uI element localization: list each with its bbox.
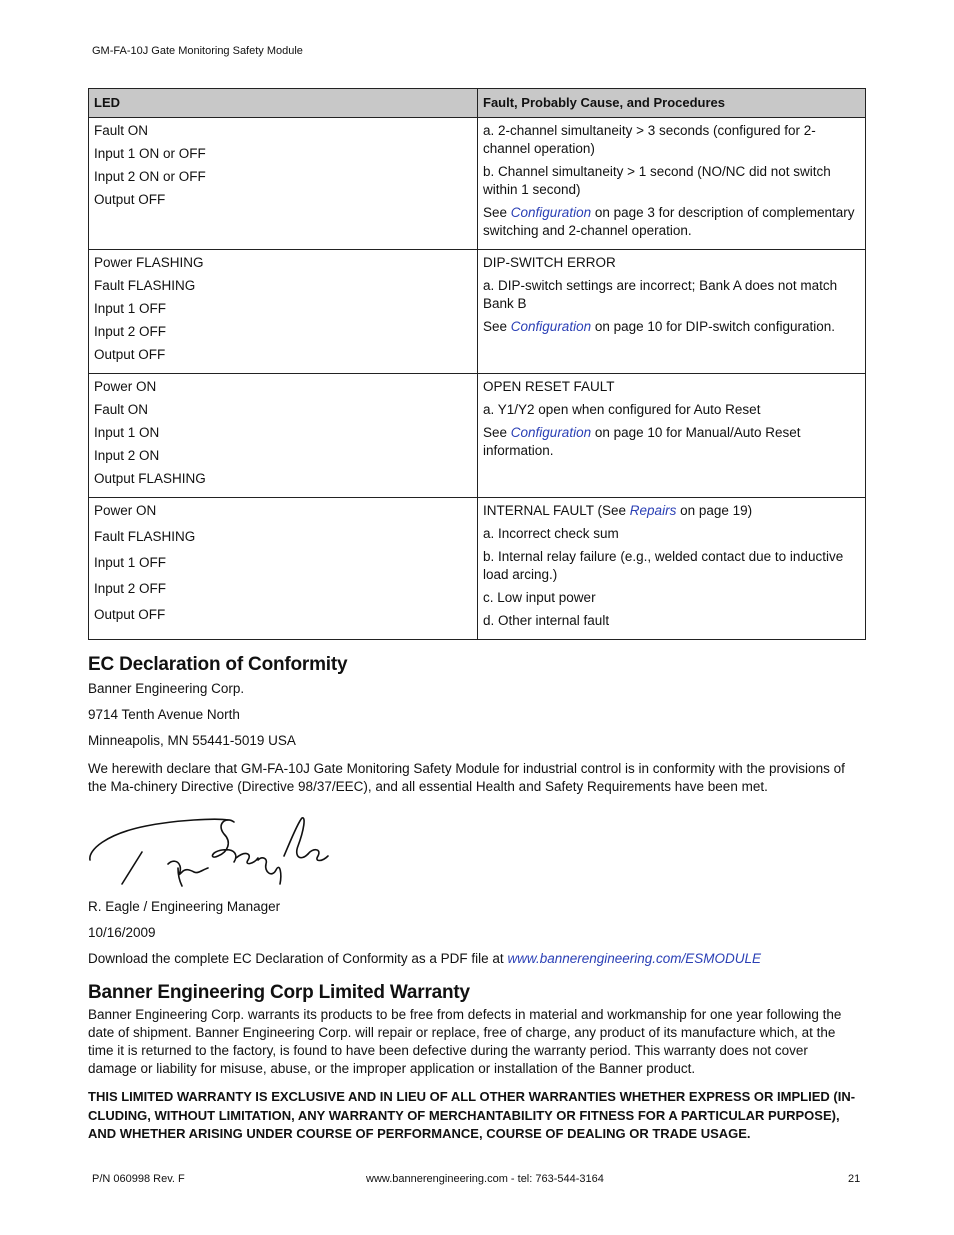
led-cell xyxy=(89,250,478,374)
repairs-link[interactable]: Repairs xyxy=(629,503,677,518)
led-state: Input 1 OFF xyxy=(94,301,167,316)
led-state: Input 1 OFF xyxy=(94,555,167,570)
esmodule-link[interactable]: www.bannerengineering.com/ESMODULE xyxy=(507,951,762,966)
configuration-link[interactable]: Configuration xyxy=(510,319,592,334)
download-prefix: Download the complete EC Declaration of Conformity as a PDF file at xyxy=(88,951,508,966)
ec-company: Banner Engineering Corp. xyxy=(88,681,245,696)
procedure-see-line xyxy=(483,424,860,460)
see-prefix: See xyxy=(483,319,511,334)
procedure-line: a. Incorrect check sum xyxy=(483,526,619,541)
procedure-line: a. DIP-switch settings are incorrect; Bank A does not match Bank B xyxy=(483,278,838,311)
table-row xyxy=(89,374,866,498)
led-state: Fault ON xyxy=(94,402,149,417)
signature-image xyxy=(86,812,331,890)
fault-table xyxy=(88,88,866,640)
procedure-title xyxy=(483,502,860,520)
procedure-title: DIP-SWITCH ERROR xyxy=(483,255,616,270)
warranty-heading: Banner Engineering Corp Limited Warranty xyxy=(88,982,470,1003)
led-state: Fault FLASHING xyxy=(94,529,196,544)
see-suffix: on page 3 for description of complementary switching and 2-channel operation. xyxy=(483,205,855,238)
led-state: Power ON xyxy=(94,503,157,518)
ec-street: 9714 Tenth Avenue North xyxy=(88,707,240,722)
table-row xyxy=(89,118,866,250)
fault-table-header xyxy=(89,89,866,118)
procedure-title: OPEN RESET FAULT xyxy=(483,379,615,394)
procedure-line: d. Other internal fault xyxy=(483,613,610,628)
led-state: Input 2 ON or OFF xyxy=(94,169,206,184)
warranty-disclaimer: THIS LIMITED WARRANTY IS EXCLUSIVE AND IN LIEU OF ALL OTHER WARRANTIES WHETHER EXPRESS OR IMPLIED (IN-CLUDING, WITHOUT LIMITATION, ANY WARRANTY OF MERCHANTABILITY OR FITNESS FOR A PARTICULAR PURPOSE), AND WHETHER ARISING UNDER COURSE OF PERFORMANCE, COURSE OF DEALING OR TRADE USAGE. xyxy=(88,1089,856,1141)
procedure-see-line xyxy=(483,318,860,336)
led-state: Output OFF xyxy=(94,192,166,207)
led-cell xyxy=(89,374,478,498)
led-state: Input 2 OFF xyxy=(94,581,167,596)
procedure-line: b. Channel simultaneity > 1 second (NO/NC did not switch within 1 second) xyxy=(483,164,831,197)
procedure-line: b. Internal relay failure (e.g., welded contact due to inductive load arcing.) xyxy=(483,549,844,582)
footer-page-number: 21 xyxy=(848,1173,861,1185)
see-prefix: See xyxy=(483,205,511,220)
led-state: Power ON xyxy=(94,379,157,394)
ec-date: 10/16/2009 xyxy=(88,925,156,940)
ec-declaration: We herewith declare that GM-FA-10J Gate Monitoring Safety Module for industrial control is in conformity with the provisions of the Ma-chinery Directive (Directive 98/37/EEC), and all essential Health and Safety Requirements have been met. xyxy=(88,761,845,794)
procedure-cell xyxy=(478,498,866,640)
procedure-line: a. 2-channel simultaneity > 3 seconds (configured for 2-channel operation) xyxy=(483,123,816,156)
procedure-line: c. Low input power xyxy=(483,590,596,605)
procedure-see-line xyxy=(483,204,860,240)
fault-column-header: Fault, Probably Cause, and Procedures xyxy=(478,89,866,118)
led-state: Fault ON xyxy=(94,123,149,138)
table-row xyxy=(89,250,866,374)
procedure-cell xyxy=(478,250,866,374)
see-suffix: on page 10 for Manual/Auto Reset information. xyxy=(483,425,801,458)
configuration-link[interactable]: Configuration xyxy=(510,425,592,440)
led-state: Input 2 OFF xyxy=(94,324,167,339)
configuration-link[interactable]: Configuration xyxy=(510,205,592,220)
led-state: Power FLASHING xyxy=(94,255,204,270)
table-row xyxy=(89,498,866,640)
procedure-line: a. Y1/Y2 open when configured for Auto Reset xyxy=(483,402,761,417)
led-state: Input 1 ON or OFF xyxy=(94,146,206,161)
footer-contact: www.bannerengineering.com - tel: 763-544-3164 xyxy=(366,1173,604,1185)
led-state: Input 1 ON xyxy=(94,425,160,440)
warranty-body: Banner Engineering Corp. warrants its products to be free from defects in material and workmanship for one year following the date of shipment. Banner Engineering Corp. will repair or replace, free of charge, any product of its manufacture which, at the time it is returned to the factory, is found to have been defective during the warranty period. This warranty does not cover damage or liability for misuse, abuse, or the improper application or installation of the Banner product. xyxy=(88,1007,842,1076)
led-column-header: LED xyxy=(89,89,478,118)
running-title: GM-FA-10J Gate Monitoring Safety Module xyxy=(92,45,303,57)
led-state: Output OFF xyxy=(94,347,166,362)
see-suffix: on page 10 for DIP-switch configuration. xyxy=(591,319,835,334)
led-state: Fault FLASHING xyxy=(94,278,196,293)
led-cell xyxy=(89,118,478,250)
title-prefix: INTERNAL FAULT (See xyxy=(483,503,630,518)
led-state: Input 2 ON xyxy=(94,448,160,463)
title-suffix: on page 19) xyxy=(676,503,753,518)
see-prefix: See xyxy=(483,425,511,440)
led-state: Output FLASHING xyxy=(94,471,206,486)
ec-city: Minneapolis, MN 55441-5019 USA xyxy=(88,733,296,748)
led-state: Output OFF xyxy=(94,607,166,622)
procedure-cell xyxy=(478,374,866,498)
footer-part-number: P/N 060998 Rev. F xyxy=(92,1173,185,1185)
led-cell xyxy=(89,498,478,640)
ec-signer: R. Eagle / Engineering Manager xyxy=(88,899,281,914)
ec-heading: EC Declaration of Conformity xyxy=(88,654,348,675)
procedure-cell xyxy=(478,118,866,250)
ec-download xyxy=(88,950,868,968)
